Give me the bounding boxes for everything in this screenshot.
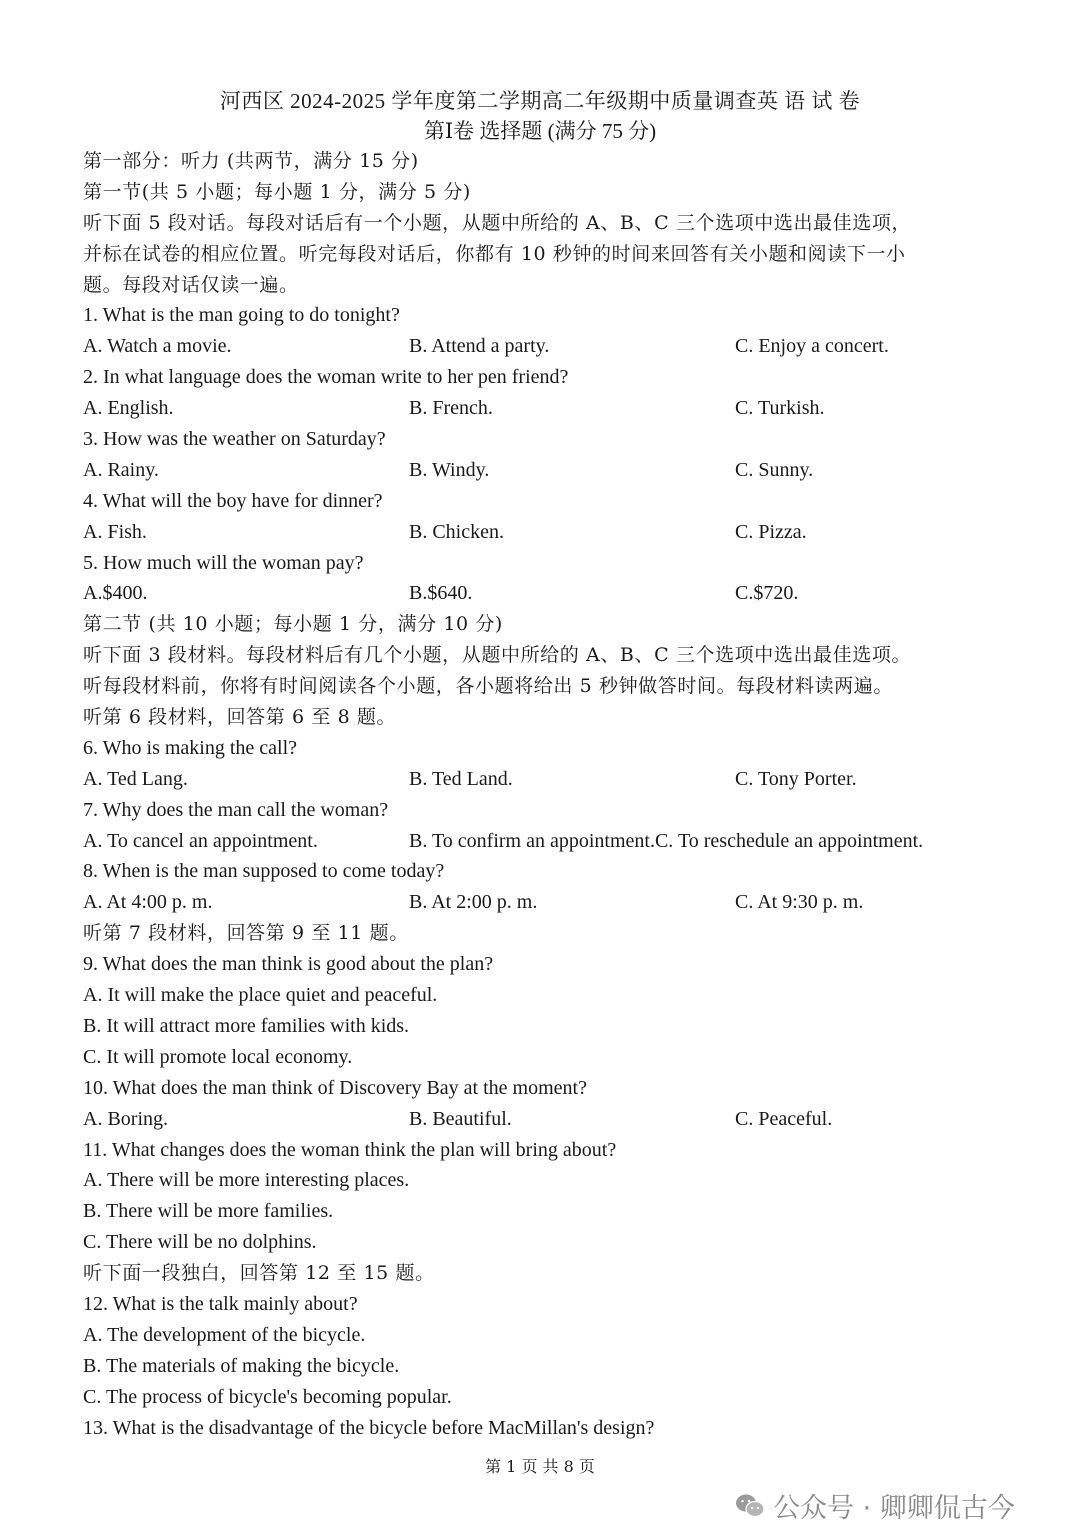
question-line: 11. What changes does the woman think the plan will bring about? — [83, 1138, 617, 1161]
page-footer: 第 1 页 共 8 页 — [485, 1457, 595, 1476]
question-line: 3. How was the weather on Saturday? — [83, 428, 386, 451]
option-row — [83, 517, 1013, 548]
option-c: C. At 9:30 p. m. — [735, 891, 864, 914]
option-c: C. Peaceful. — [735, 1107, 833, 1130]
section-instruction: 听下面 3 段材料。每段材料后有几个小题，从题中所给的 A、B、C 三个选项中选出最佳选项。 — [83, 644, 912, 667]
wechat-icon — [735, 1493, 765, 1519]
question-line: 7. Why does the man call the woman? — [83, 798, 389, 821]
option-b: B. French. — [409, 397, 493, 420]
option-a: A. Watch a movie. — [83, 335, 232, 358]
option-a: A. English. — [83, 397, 174, 420]
exam-title: 河西区 2024-2025 学年度第二学期高二年级期中质量调查英 语 试 卷 — [219, 89, 861, 113]
exam-body — [83, 146, 1013, 1443]
question-line: C. There will be no dolphins. — [83, 1231, 317, 1254]
question-line: A. It will make the place quiet and peaceful. — [83, 984, 438, 1007]
option-b: B. Ted Land. — [409, 767, 513, 790]
question-line: A. The development of the bicycle. — [83, 1323, 366, 1346]
section-instruction: 听第 6 段材料，回答第 6 至 8 题。 — [83, 706, 397, 729]
option-a: A. Ted Lang. — [83, 767, 188, 790]
question-line: 12. What is the talk mainly about? — [83, 1292, 358, 1315]
option-c: C.$720. — [735, 582, 799, 605]
option-b: B. Chicken. — [409, 520, 504, 543]
watermark-text: 公众号 · 卿卿侃古今 — [773, 1493, 1015, 1524]
option-a: A. Fish. — [83, 520, 147, 543]
option-a: A.$400. — [83, 582, 148, 605]
option-b: B. Windy. — [409, 458, 490, 481]
option-row — [83, 1104, 1013, 1135]
option-a: A. At 4:00 p. m. — [83, 891, 213, 914]
option-b: B. At 2:00 p. m. — [409, 891, 538, 914]
question-line: B. The materials of making the bicycle. — [83, 1354, 400, 1377]
option-a: A. Rainy. — [83, 458, 159, 481]
option-b: B.$640. — [409, 582, 473, 605]
question-line: 10. What does the man think of Discovery Bay at the moment? — [83, 1076, 587, 1099]
question-line: 5. How much will the woman pay? — [83, 551, 364, 574]
question-line: 1. What is the man going to do tonight? — [83, 304, 400, 327]
question-line: A. There will be more interesting places. — [83, 1169, 410, 1192]
question-line: 9. What does the man think is good about the plan? — [83, 953, 494, 976]
question-line: B. There will be more families. — [83, 1200, 334, 1223]
option-row — [83, 393, 1013, 424]
question-line: B. It will attract more families with kids. — [83, 1014, 410, 1037]
option-row — [83, 887, 1013, 918]
option-c: C. Turkish. — [735, 397, 825, 420]
option-row — [83, 826, 1013, 857]
option-b: B. Beautiful. — [409, 1107, 512, 1130]
section-instruction: 题。每段对话仅读一遍。 — [83, 273, 299, 296]
option-b: B. To confirm an appointment.C. To reschedule an appointment. — [409, 829, 924, 852]
exam-subtitle: 第Ⅰ卷 选择题 (满分 75 分) — [423, 119, 657, 143]
section-instruction: 第一节(共 5 小题；每小题 1 分，满分 5 分) — [83, 180, 471, 203]
option-row — [83, 764, 1013, 795]
option-c: C. Enjoy a concert. — [735, 335, 889, 358]
option-row — [83, 578, 1013, 609]
section-instruction: 听每段材料前，你将有时间阅读各个小题，各小题将给出 5 秒钟做答时间。每段材料读两遍。 — [83, 675, 893, 698]
section-instruction: 听第 7 段材料，回答第 9 至 11 题。 — [83, 922, 409, 945]
section-instruction: 第一部分：听力 (共两节，满分 15 分) — [83, 150, 419, 172]
option-c: C. Sunny. — [735, 458, 814, 481]
section-instruction: 第二节 (共 10 小题；每小题 1 分，满分 10 分) — [83, 613, 503, 636]
question-line: 4. What will the boy have for dinner? — [83, 489, 383, 512]
question-line: 2. In what language does the woman write to her pen friend? — [83, 366, 569, 389]
question-line: C. It will promote local economy. — [83, 1045, 353, 1068]
watermark — [735, 1486, 1015, 1525]
option-c: C. Tony Porter. — [735, 767, 857, 790]
option-row — [83, 331, 1013, 362]
question-line: 8. When is the man supposed to come today? — [83, 860, 445, 883]
question-line: C. The process of bicycle's becoming popular. — [83, 1385, 452, 1408]
section-instruction: 听下面 5 段对话。每段对话后有一个小题，从题中所给的 A、B、C 三个选项中选出最佳选项， — [83, 211, 912, 234]
option-c: C. Pizza. — [735, 520, 807, 543]
section-instruction: 听下面一段独白，回答第 12 至 15 题。 — [83, 1262, 435, 1285]
option-b: B. Attend a party. — [409, 335, 550, 358]
section-instruction: 并标在试卷的相应位置。听完每段对话后，你都有 10 秒钟的时间来回答有关小题和阅读下一小 — [83, 242, 906, 265]
question-line: 6. Who is making the call? — [83, 736, 298, 759]
option-row — [83, 455, 1013, 486]
option-a: A. Boring. — [83, 1107, 168, 1130]
question-line: 13. What is the disadvantage of the bicycle before MacMillan's design? — [83, 1416, 655, 1439]
option-a: A. To cancel an appointment. — [83, 829, 318, 852]
